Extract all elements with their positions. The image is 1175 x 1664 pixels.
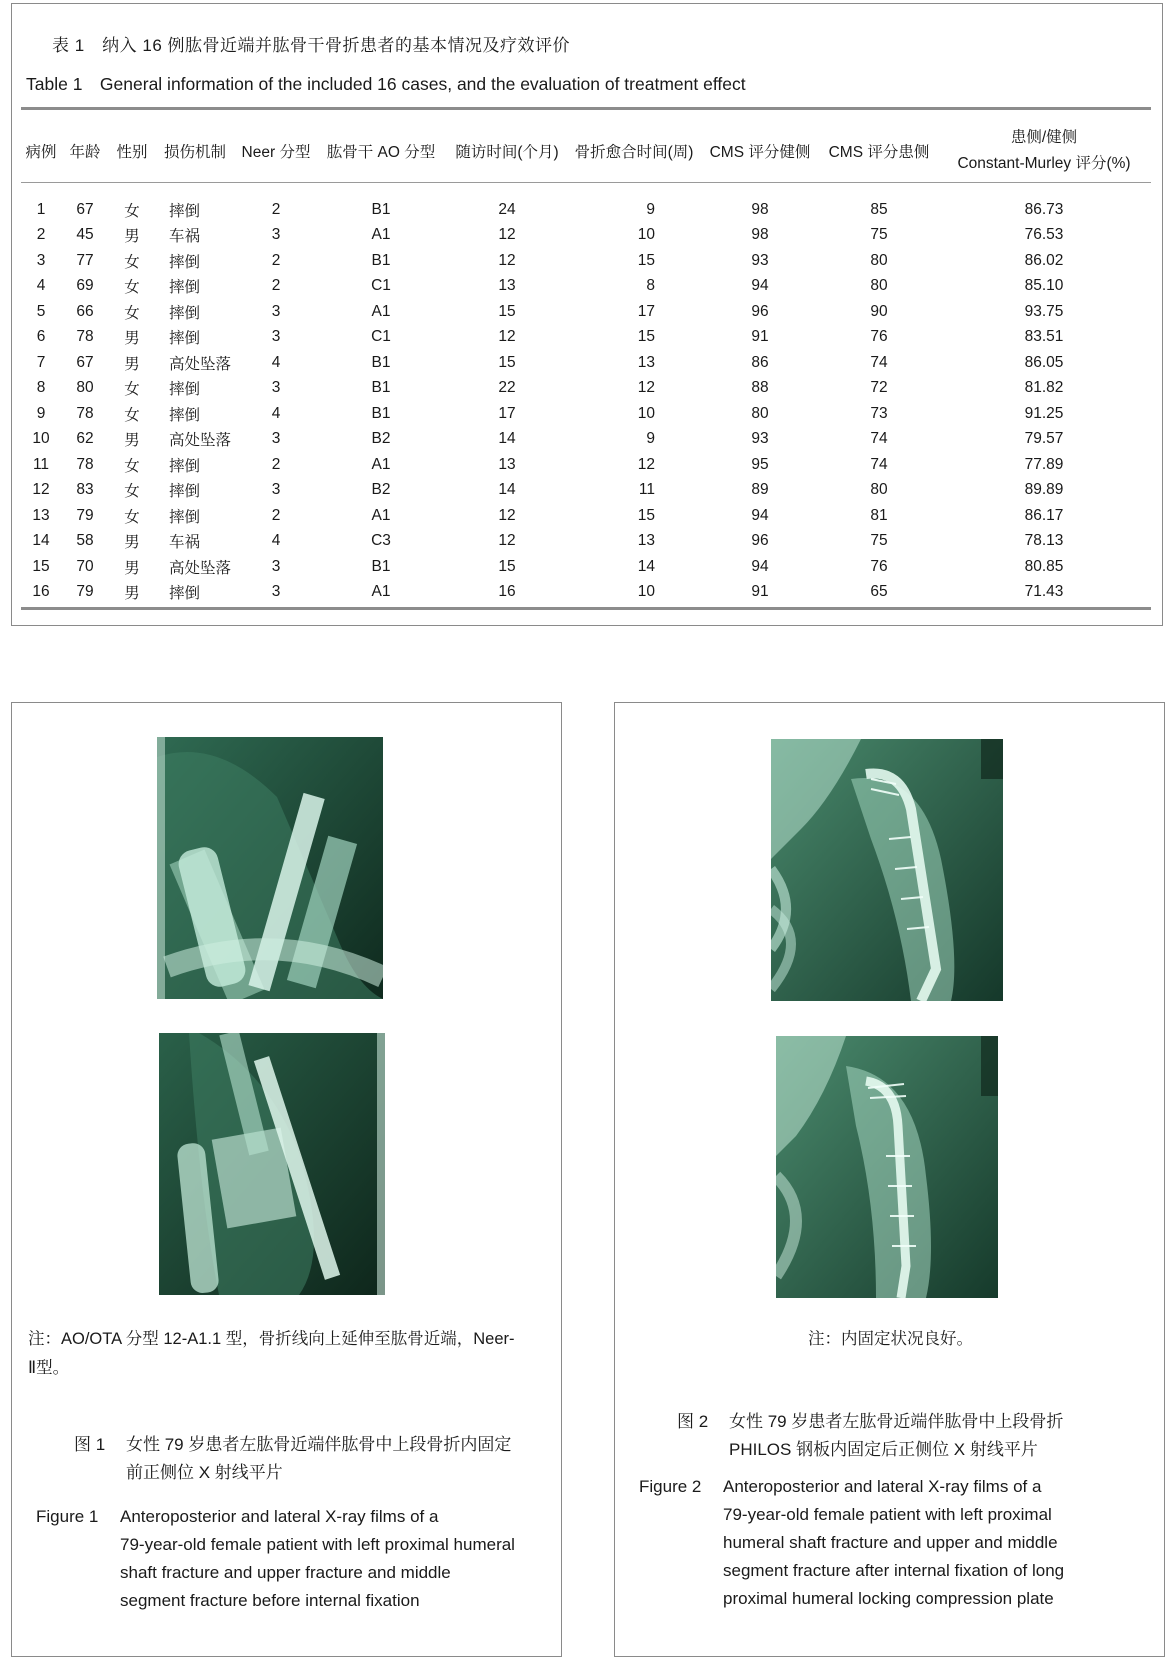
table-cell: 女 (124, 304, 140, 322)
table-cell: 女 (124, 508, 140, 526)
table-cell: 摔倒 (169, 279, 201, 297)
table-cell: 13 (637, 532, 655, 550)
table-cell: 74 (870, 353, 888, 371)
table-row (21, 529, 1151, 555)
header-cell: 性别 (116, 144, 148, 161)
table-cell: 73 (870, 404, 888, 422)
table-cell: 91.25 (1024, 404, 1064, 422)
table-row (21, 325, 1151, 351)
table-cell: 2 (36, 226, 46, 244)
table-cell: 93.75 (1024, 302, 1064, 320)
table-cell: 2 (271, 251, 281, 269)
table-cell: 女 (124, 457, 140, 475)
table-top-rule (21, 107, 1151, 110)
table-cell: 80 (76, 379, 94, 397)
table-cell: 74 (870, 455, 888, 473)
figure-2-caption-en (639, 1473, 1159, 1613)
header-cell-ratio (937, 117, 1151, 185)
table-cell: 14 (498, 430, 516, 448)
table-cell: 车祸 (169, 534, 201, 552)
table-row (21, 350, 1151, 376)
figure-1-caption-en (36, 1503, 556, 1615)
table-cell: 12 (498, 226, 516, 244)
figure-2-en-line3: humeral shaft fracture and upper and middle (723, 1533, 1058, 1552)
table-row (21, 223, 1151, 249)
table-cell: 83 (76, 481, 94, 499)
table-row (21, 452, 1151, 478)
table-cell: 2 (271, 455, 281, 473)
table-cell: 6 (36, 328, 46, 346)
table-cell: 95 (751, 455, 769, 473)
figure-2-en-line5: proximal humeral locking compression plate (723, 1589, 1054, 1608)
figure-1-en-line4: segment fracture before internal fixation (120, 1591, 420, 1610)
table-cell: 男 (124, 585, 140, 603)
table-cell: 86.05 (1024, 353, 1064, 371)
table-cell: 4 (271, 532, 281, 550)
table-cell: 67 (76, 353, 94, 371)
table-cell: 86.17 (1024, 506, 1064, 524)
figure-1-en-line1: Anteroposterior and lateral X-ray films of a (120, 1507, 439, 1526)
table-row (21, 274, 1151, 300)
table-cell: 24 (498, 200, 516, 218)
table-cell: 9 (646, 200, 655, 218)
table-cell: 14 (637, 557, 655, 575)
table-cell: 80.85 (1024, 557, 1064, 575)
table-cell: 男 (124, 559, 140, 577)
table-cell: 高处坠落 (169, 355, 232, 373)
xray-image-fig2-lateral (776, 1036, 998, 1298)
table-cell: C3 (371, 532, 391, 550)
header-cell: 损伤机制 (163, 144, 226, 161)
table-cell: 5 (36, 302, 46, 320)
table-cell: 62 (76, 430, 94, 448)
table-cell: 12 (637, 379, 655, 397)
table-body (21, 197, 1151, 605)
table-cell: 3 (271, 583, 281, 601)
table-cell: 16 (32, 583, 50, 601)
table-cell: A1 (371, 226, 391, 244)
table-cell: 72 (870, 379, 888, 397)
table-cell: 15 (637, 328, 655, 346)
table-cell: 86 (751, 353, 769, 371)
table-cell: 79 (76, 583, 94, 601)
table-cell: 摔倒 (169, 330, 201, 348)
table-cell: 12 (498, 328, 516, 346)
table-cell: 男 (124, 432, 140, 450)
table-row (21, 427, 1151, 453)
table-cell: 女 (124, 483, 140, 501)
table-cell: 89.89 (1024, 481, 1064, 499)
table-cell: 2 (271, 200, 281, 218)
table-cell: B2 (371, 481, 391, 499)
table-cell: 男 (124, 330, 140, 348)
table-cell: 93 (751, 430, 769, 448)
table-cell: A1 (371, 506, 391, 524)
header-cell: 肱骨干 AO 分型 (326, 144, 436, 161)
table-cell: 4 (36, 277, 46, 295)
table-cell: 81 (870, 506, 888, 524)
table-cell: 15 (637, 506, 655, 524)
table-cell: 13 (498, 277, 516, 295)
table-cell: 15 (498, 302, 516, 320)
table-cell: 91 (751, 583, 769, 601)
figure-1-en-line2: 79-year-old female patient with left proximal humeral (120, 1535, 515, 1554)
table-cell: 摔倒 (169, 457, 201, 475)
figure-1-note (28, 1325, 553, 1383)
table-cell: 98 (751, 226, 769, 244)
figure-2-en-line2: 79-year-old female patient with left proximal (723, 1505, 1052, 1524)
table-cell: B2 (371, 430, 391, 448)
table-cell: 4 (271, 353, 281, 371)
table-cell: A1 (371, 302, 391, 320)
table-cell: 78 (76, 328, 94, 346)
table-cell: 76.53 (1024, 226, 1064, 244)
table-cell: B1 (371, 379, 391, 397)
table-cell: 45 (76, 226, 94, 244)
figure-2-note: 注：内固定状况良好。 (808, 1330, 973, 1348)
figure-1-cn-line1: 女性 79 岁患者左肱骨近端伴肱骨中上段骨折内固定 (126, 1435, 512, 1454)
table-cell: 摔倒 (169, 381, 201, 399)
table-cell: 85.10 (1024, 277, 1064, 295)
table-cell: 12 (637, 455, 655, 473)
table-title-cn: 表 1 纳入 16 例肱骨近端并肱骨干骨折患者的基本情况及疗效评价 (52, 36, 571, 55)
table-cell: 1 (36, 200, 46, 218)
table-row (21, 197, 1151, 223)
table-cell: 2 (271, 277, 281, 295)
table-row (21, 299, 1151, 325)
table-cell: 11 (32, 455, 50, 473)
table-cell: 女 (124, 381, 140, 399)
table-cell: 4 (271, 404, 281, 422)
table-cell: 83.51 (1024, 328, 1064, 346)
table-cell: 3 (36, 251, 46, 269)
table-cell: 12 (498, 251, 516, 269)
table-cell: 75 (870, 226, 888, 244)
table-cell: 9 (36, 404, 46, 422)
figure-1-en-line3: shaft fracture and upper fracture and middle (120, 1563, 451, 1582)
table-header-row (21, 117, 1151, 185)
table-cell: 69 (76, 277, 94, 295)
header-ratio-line2: Constant-Murley 评分(%) (957, 155, 1131, 172)
table-cell: 男 (124, 534, 140, 552)
table-cell: 男 (124, 228, 140, 246)
figure-2-cn-line2: PHILOS 钢板内固定后正侧位 X 射线平片 (729, 1440, 1038, 1459)
xray-image-fig2-ap (771, 739, 1003, 1001)
table-cell: 女 (124, 406, 140, 424)
table-cell: 摔倒 (169, 253, 201, 271)
table-cell: 10 (637, 583, 655, 601)
table-row (21, 503, 1151, 529)
table-cell: 3 (271, 328, 281, 346)
table-cell: A1 (371, 583, 391, 601)
table-cell: 93 (751, 251, 769, 269)
table-cell: 14 (32, 532, 50, 550)
table-cell: 16 (498, 583, 516, 601)
header-ratio-line1: 患侧/健侧 (1010, 129, 1078, 146)
table-cell: 3 (271, 379, 281, 397)
table-cell: 79 (76, 506, 94, 524)
table-cell: 女 (124, 202, 140, 220)
table-cell: 76 (870, 557, 888, 575)
table-cell: 高处坠落 (169, 559, 232, 577)
xray-image-fig1-ap (157, 737, 383, 999)
table-cell: 3 (271, 302, 281, 320)
figure-2-caption-cn (677, 1408, 1157, 1464)
table-cell: 80 (751, 404, 769, 422)
header-cell: 病例 (25, 144, 57, 161)
table-cell: 15 (32, 557, 50, 575)
header-cell: 骨折愈合时间(周) (574, 144, 694, 161)
table-cell: 67 (76, 200, 94, 218)
table-cell: 8 (646, 277, 655, 295)
table-cell: 80 (870, 251, 888, 269)
table-cell: 3 (271, 226, 281, 244)
table-cell: 86.02 (1024, 251, 1064, 269)
table-cell: 3 (271, 481, 281, 499)
header-cell: Neer 分型 (241, 144, 311, 161)
table-cell: 81.82 (1024, 379, 1064, 397)
table-cell: 摔倒 (169, 585, 201, 603)
table-cell: 3 (271, 430, 281, 448)
table-cell: 15 (637, 251, 655, 269)
table-cell: 14 (498, 481, 516, 499)
figure-2-en-label: Figure 2 (639, 1477, 702, 1496)
table-cell: 2 (271, 506, 281, 524)
table-cell: 摔倒 (169, 508, 201, 526)
table-cell: B1 (371, 404, 391, 422)
table-cell: 80 (870, 481, 888, 499)
table-cell: 71.43 (1024, 583, 1064, 601)
table-cell: B1 (371, 353, 391, 371)
table-cell: 12 (498, 532, 516, 550)
figure-2-cn-line1: 女性 79 岁患者左肱骨近端伴肱骨中上段骨折 (729, 1412, 1064, 1431)
table-cell: 88 (751, 379, 769, 397)
table-cell: 94 (751, 506, 769, 524)
figure-1-note-line1: 注：AO/OTA 分型 12-A1.1 型，骨折线向上延伸至肱骨近端，Neer- (28, 1330, 515, 1348)
table-cell: 13 (637, 353, 655, 371)
table-cell: 96 (751, 302, 769, 320)
table-cell: 85 (870, 200, 888, 218)
table-cell: 9 (646, 430, 655, 448)
figure-2-panel (614, 702, 1165, 1657)
patient-table (21, 117, 1151, 605)
table-cell: 车祸 (169, 228, 201, 246)
table-cell: 66 (76, 302, 94, 320)
table-cell: 摔倒 (169, 304, 201, 322)
table-cell: 摔倒 (169, 202, 201, 220)
table-cell: B1 (371, 200, 391, 218)
table-bottom-rule (21, 607, 1151, 610)
table-cell: 女 (124, 279, 140, 297)
table-cell: 96 (751, 532, 769, 550)
table-cell: 65 (870, 583, 888, 601)
table-cell: 58 (76, 532, 94, 550)
table-cell: 80 (870, 277, 888, 295)
table-cell: A1 (371, 455, 391, 473)
table-cell: 15 (498, 353, 516, 371)
table-cell: 91 (751, 328, 769, 346)
table-row (21, 580, 1151, 606)
xray-image-fig1-lateral (159, 1033, 385, 1295)
table-cell: 78.13 (1024, 532, 1064, 550)
table-cell: 94 (751, 557, 769, 575)
table-cell: 12 (32, 481, 50, 499)
figure-2-cn-label: 图 2 (677, 1412, 709, 1431)
figure-1-cn-label: 图 1 (74, 1435, 106, 1454)
header-cell: CMS 评分健侧 (709, 144, 811, 161)
table-cell: 78 (76, 455, 94, 473)
table-cell: B1 (371, 557, 391, 575)
table-cell: C1 (371, 328, 391, 346)
table-row (21, 554, 1151, 580)
table-cell: 摔倒 (169, 406, 201, 424)
table-cell: 10 (637, 226, 655, 244)
table-cell: 70 (76, 557, 94, 575)
table-cell: 7 (36, 353, 46, 371)
table-row (21, 376, 1151, 402)
table-cell: 男 (124, 355, 140, 373)
header-cell: 年龄 (69, 144, 101, 161)
table-cell: 12 (498, 506, 516, 524)
table-cell: 98 (751, 200, 769, 218)
table-cell: 75 (870, 532, 888, 550)
figure-2-en-line1: Anteroposterior and lateral X-ray films of a (723, 1477, 1042, 1496)
figure-1-note-line2: Ⅱ型。 (28, 1359, 70, 1377)
table-row (21, 248, 1151, 274)
table-cell: 17 (637, 302, 655, 320)
table-cell: 女 (124, 253, 140, 271)
table-cell: 10 (637, 404, 655, 422)
table-cell: 17 (498, 404, 516, 422)
table-row (21, 478, 1151, 504)
table-cell: 高处坠落 (169, 432, 232, 450)
table-cell: 15 (498, 557, 516, 575)
table-cell: 10 (32, 430, 50, 448)
table-1-panel (11, 3, 1163, 626)
figure-1-caption-cn (74, 1431, 554, 1487)
header-cell: CMS 评分患侧 (828, 144, 930, 161)
table-title-en: Table 1 General information of the included 16 cases, and the evaluation of treatment effect (26, 74, 746, 94)
figure-1-panel (11, 702, 562, 1657)
table-cell: 79.57 (1024, 430, 1064, 448)
table-cell: 8 (36, 379, 46, 397)
table-cell: 78 (76, 404, 94, 422)
table-cell: 22 (498, 379, 516, 397)
figure-2-en-line4: segment fracture after internal fixation of long (723, 1561, 1065, 1580)
table-cell: 94 (751, 277, 769, 295)
figure-1-en-label: Figure 1 (36, 1507, 99, 1526)
table-cell: B1 (371, 251, 391, 269)
table-row (21, 401, 1151, 427)
table-cell: 76 (870, 328, 888, 346)
header-cell: 随访时间(个月) (455, 144, 559, 161)
table-cell: 13 (32, 506, 50, 524)
table-cell: 86.73 (1024, 200, 1064, 218)
table-cell: 13 (498, 455, 516, 473)
table-cell: 90 (870, 302, 888, 320)
table-cell: 77 (76, 251, 94, 269)
table-cell: 11 (638, 481, 655, 499)
table-cell: 摔倒 (169, 483, 201, 501)
table-cell: C1 (371, 277, 391, 295)
table-cell: 77.89 (1024, 455, 1064, 473)
table-cell: 74 (870, 430, 888, 448)
table-cell: 89 (751, 481, 769, 499)
figure-1-cn-line2: 前正侧位 X 射线平片 (126, 1463, 283, 1482)
table-cell: 3 (271, 557, 281, 575)
